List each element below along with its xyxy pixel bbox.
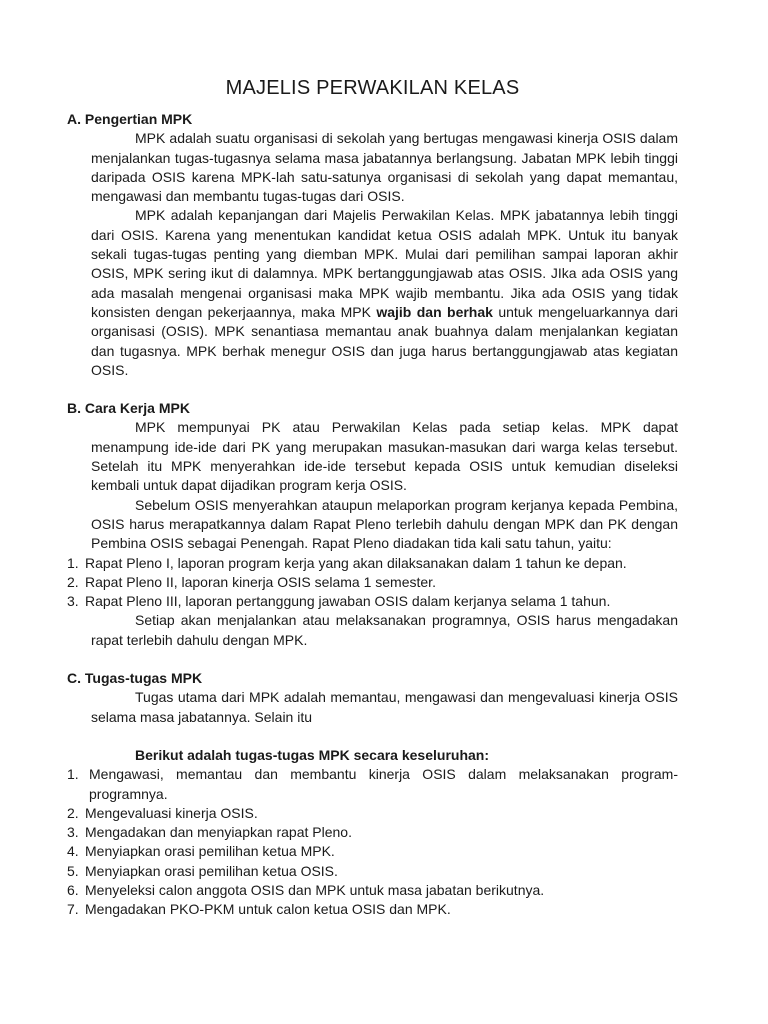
list-number: 4.: [67, 843, 79, 860]
list-item: [67, 881, 678, 900]
list-item: [67, 842, 678, 861]
section-heading: B. Cara Kerja MPK: [67, 400, 190, 417]
paragraph-text: MPK adalah kepanjangan dari Majelis Perwakilan Kelas. MPK jabatannya lebih tinggi dari OSIS. Karena yang menentukan kandidat ketua OSIS adalah MPK. Untuk itu banyak sekali tugas-tugas penting yang diemban MPK. Mulai dari pemilihan sampai laporan akhir OSIS, MPK sering ikut di dalamnya. MPK bertanggungjawab atas OSIS. JIka ada OSIS yang ada masalah mengenai organisasi maka MPK wajib membantu. Jika ada OSIS yang tidak konsisten dengan pekerjaannya, maka MPK: [91, 207, 678, 320]
paragraph: [91, 206, 678, 380]
rapat-pleno-list: [67, 554, 678, 612]
list-number: 1.: [67, 766, 79, 783]
paragraph: Setiap akan menjalankan atau melaksanakan programnya, OSIS harus mengadakan rapat terlebih dahulu dengan MPK.: [91, 612, 678, 648]
list-number: 3.: [67, 824, 79, 841]
list-text: Mengadakan dan menyiapkan rapat Pleno.: [85, 824, 352, 841]
section-tugas: [67, 669, 678, 920]
list-item: [67, 554, 678, 573]
section-pengertian: [67, 110, 678, 380]
paragraph: MPK adalah suatu organisasi di sekolah yang bertugas mengawasi kinerja OSIS dalam menjalankan tugas-tugasnya selama masa jabatannya berlangsung. Jabatan MPK lebih tinggi daripada OSIS karena MPK-lah satu-satunya organisasi di sekolah yang dapat memantau, mengawasi dan membantu tugas-tugas dari OSIS.: [91, 130, 678, 205]
paragraph: MPK mempunyai PK atau Perwakilan Kelas pada setiap kelas. MPK dapat menampung ide-ide dari PK yang merupakan masukan-masukan dari warga kelas tersebut. Setelah itu MPK menyerahkan ide-ide tersebut kepada OSIS untuk kemudian diseleksi kembali untuk dapat dijadikan program kerja OSIS.: [91, 419, 678, 494]
list-item: [67, 592, 678, 611]
list-number: 3.: [67, 593, 79, 610]
list-number: 6.: [67, 881, 79, 898]
list-text: Menyeleksi calon anggota OSIS dan MPK untuk masa jabatan berikutnya.: [85, 881, 545, 898]
document-title: MAJELIS PERWAKILAN KELAS: [225, 77, 520, 99]
section-cara-kerja: [67, 399, 678, 650]
bold-phrase: wajib dan berhak: [376, 303, 493, 320]
paragraph-text: untuk mengeluarkannya dari organisasi (OSIS). MPK senantiasa memantau anak buahnya dalam menjalankan kegiatan dan tugasnya. MPK berhak menegur OSIS dan juga harus bertanggungjawab atas kegiatan OSIS.: [91, 303, 678, 378]
list-item: [67, 823, 678, 842]
list-text: Menyiapkan orasi pemilihan ketua OSIS.: [85, 862, 338, 879]
list-item: [67, 900, 678, 919]
paragraph: Tugas utama dari MPK adalah memantau, mengawasi dan mengevaluasi kinerja OSIS selama masa jabatannya. Selain itu: [91, 689, 678, 725]
list-number: 1.: [67, 554, 79, 571]
list-item: [67, 765, 678, 804]
list-text: Rapat Pleno I, laporan program kerja yang akan dilaksanakan dalam 1 tahun ke depan.: [85, 554, 627, 571]
list-text: Rapat Pleno II, laporan kinerja OSIS selama 1 semester.: [85, 573, 436, 590]
tugas-list: [67, 765, 678, 919]
list-text: Mengevaluasi kinerja OSIS.: [85, 804, 258, 821]
list-text: Rapat Pleno III, laporan pertanggung jawaban OSIS dalam kerjanya selama 1 tahun.: [85, 593, 611, 610]
list-number: 7.: [67, 901, 79, 918]
list-item: [67, 862, 678, 881]
list-subheading: Berikut adalah tugas-tugas MPK secara keseluruhan:: [135, 746, 489, 763]
list-text: Mengawasi, memantau dan membantu kinerja OSIS dalam melaksanakan program-programnya.: [89, 766, 678, 802]
section-heading: C. Tugas-tugas MPK: [67, 670, 203, 687]
list-number: 2.: [67, 804, 79, 821]
list-text: Mengadakan PKO-PKM untuk calon ketua OSIS dan MPK.: [85, 901, 451, 918]
list-item: [67, 804, 678, 823]
list-number: 5.: [67, 862, 79, 879]
section-heading: A. Pengertian MPK: [67, 111, 193, 127]
paragraph: Sebelum OSIS menyerahkan ataupun melaporkan program kerjanya kepada Pembina, OSIS harus merapatkannya dalam Rapat Pleno terlebih dahulu dengan MPK dan PK dengan Pembina OSIS sebagai Penengah. Rapat Pleno diadakan tida kali satu tahun, yaitu:: [91, 496, 678, 552]
list-text: Menyiapkan orasi pemilihan ketua MPK.: [85, 843, 335, 860]
list-number: 2.: [67, 573, 79, 590]
list-item: [67, 573, 678, 592]
